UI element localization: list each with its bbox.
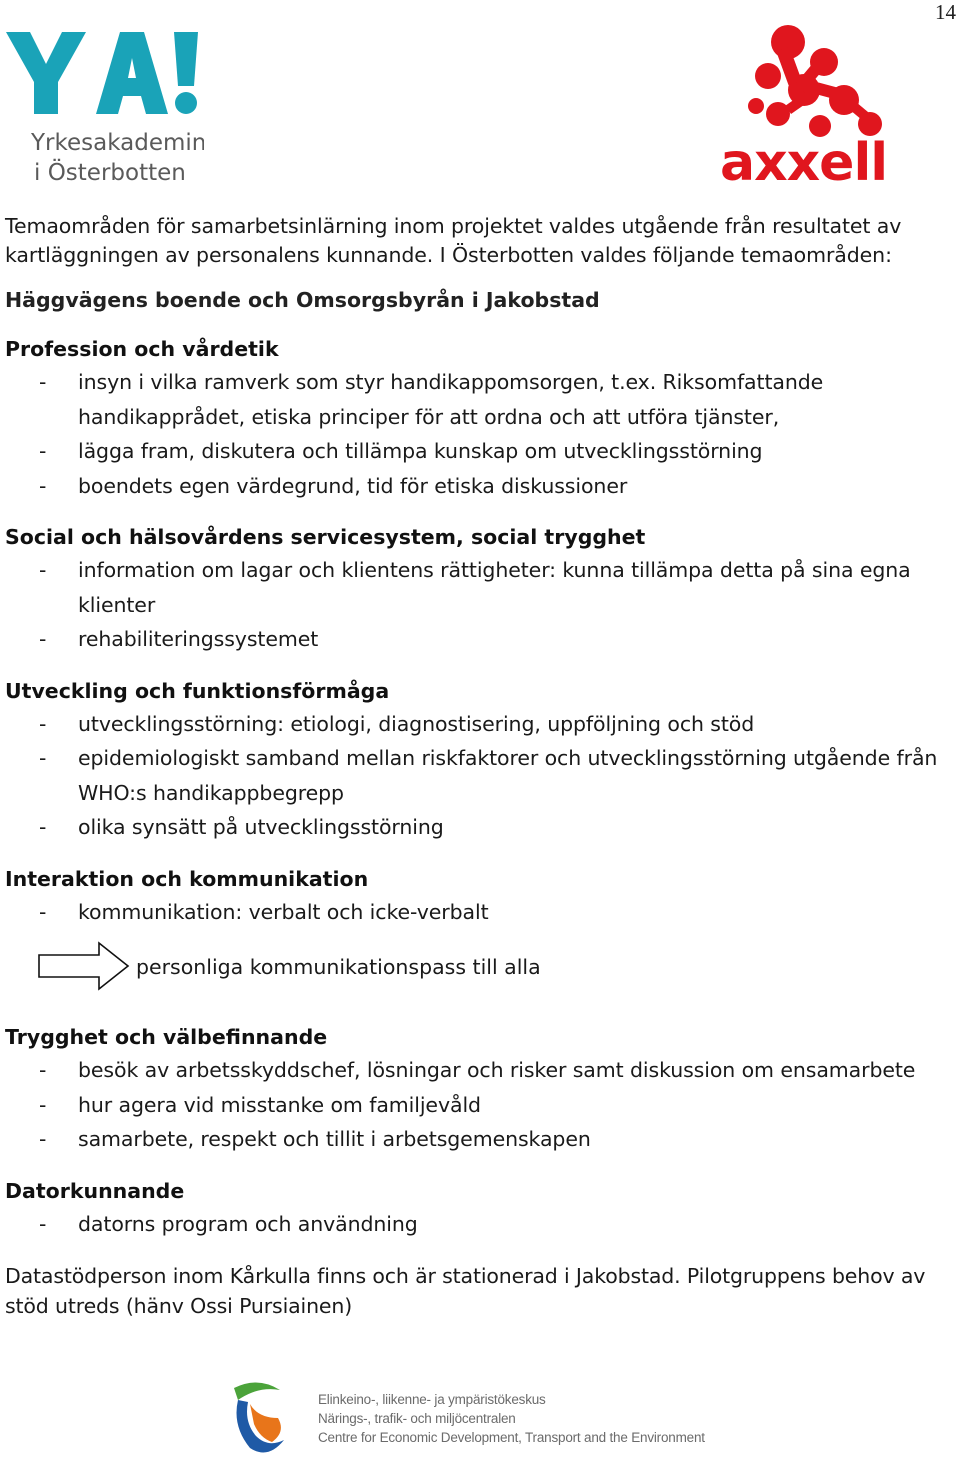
- section-safety: [5, 1023, 955, 1157]
- section-title: Datorkunnande: [5, 1178, 185, 1203]
- section-title: Profession och vårdetik: [5, 337, 279, 361]
- list-item: - kommunikation: verbalt och icke-verbalt: [39, 899, 489, 924]
- location-heading: Häggvägens boende och Omsorgsbyrån i Jakobstad: [5, 288, 600, 312]
- arrow-note-text: personliga kommunikationspass till alla: [136, 955, 541, 979]
- section-title: Trygghet och välbefinnande: [5, 1025, 328, 1049]
- bullet-list: [5, 553, 955, 657]
- ya-line1: Yrkesakademin: [31, 130, 204, 156]
- list-item: - lägga fram, diskutera och tillämpa kunskap om utvecklingsstörning: [39, 439, 763, 463]
- list-item: - datorns program och användning: [39, 1211, 418, 1236]
- bullet-list: [5, 1053, 955, 1157]
- list-item: - epidemiologiskt samband mellan riskfaktorer och utvecklingsstörning utgående från WHO:s handikappbegrepp: [39, 746, 938, 805]
- ely-line-sv: Närings-, trafik- och miljöcentralen: [318, 1411, 516, 1426]
- section-title: Social och hälsovårdens servicesystem, social trygghet: [5, 525, 646, 549]
- closing-paragraph: Datastödperson inom Kårkulla finns och är stationerad i Jakobstad. Pilotgruppens behov av stöd utreds (hänv Ossi Pursiainen): [5, 1264, 926, 1318]
- list-item: - hur agera vid misstanke om familjevåld: [39, 1092, 481, 1117]
- list-item: - olika synsätt på utvecklingsstörning: [39, 815, 444, 839]
- bullet-list: [5, 707, 955, 845]
- ely-centre-logo: [228, 1378, 288, 1456]
- list-item: - besök av arbetsskyddschef, lösningar och risker samt diskussion om ensamarbete: [39, 1058, 916, 1082]
- bullet-list: [5, 365, 955, 503]
- section-title: Utveckling och funktionsförmåga: [5, 678, 390, 703]
- section-profession: [5, 335, 955, 503]
- axxell-wordmark: axxell: [720, 133, 888, 186]
- bullet-list: [5, 1207, 955, 1242]
- yrkesakademin-logo: [4, 28, 204, 188]
- intro-paragraph: Temaområden för samarbetsinlärning inom projektet valdes utgående från resultatet av kartläggningen av personalens kunnande. I Österbotten valdes följande temaområden:: [5, 214, 902, 267]
- list-item: - utvecklingsstörning: etiologi, diagnostisering, uppföljning och stöd: [39, 711, 755, 736]
- list-item: - boendets egen värdegrund, tid för etiska diskussioner: [39, 473, 628, 498]
- ya-line2: i Österbotten: [34, 160, 186, 186]
- ely-centre-text: [318, 1390, 705, 1447]
- section-development: [5, 677, 955, 845]
- section-social-services: [5, 523, 955, 657]
- list-item: - insyn i vilka ramverk som styr handikappomsorgen, t.ex. Riksomfattande handikapprådet, etiska principer för att ordna och att utföra tjänster,: [39, 370, 824, 429]
- ely-line-fi: Elinkeino-, liikenne- ja ympäristökeskus: [318, 1392, 546, 1407]
- ely-line-en: Centre for Economic Development, Transport and the Environment: [318, 1430, 705, 1445]
- section-title: Interaktion och kommunikation: [5, 866, 369, 891]
- right-arrow-icon: [37, 941, 132, 991]
- section-interaction: [5, 865, 955, 1004]
- bullet-list: [5, 895, 955, 930]
- list-item: - samarbete, respekt och tillit i arbetsgemenskapen: [39, 1127, 591, 1151]
- arrow-note: [5, 941, 955, 1003]
- section-computer-skills: [5, 1177, 955, 1242]
- list-item: - information om lagar och klientens rättigheter: kunna tillämpa detta på sina egna klienter: [39, 558, 911, 617]
- list-item: - rehabiliteringssystemet: [39, 627, 319, 651]
- document-body: [5, 212, 955, 1321]
- axxell-logo: [716, 20, 912, 186]
- page-number: 14: [935, 0, 956, 24]
